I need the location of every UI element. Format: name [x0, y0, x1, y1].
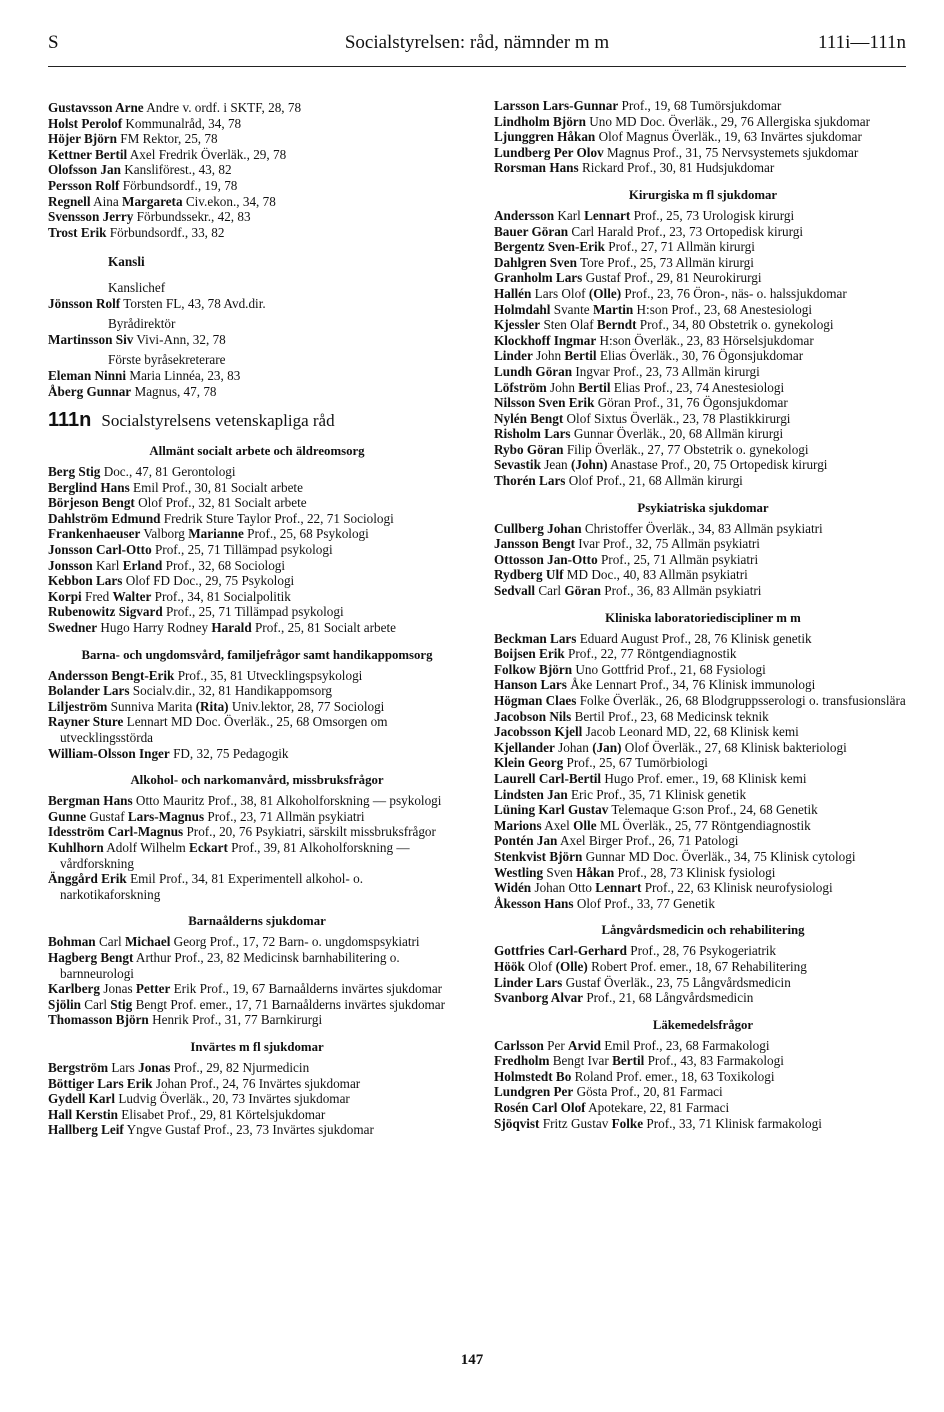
group-heading: Barnaålderns sjukdomar — [188, 914, 326, 929]
list-item: Bergström Lars Jonas Prof., 29, 82 Njurmedicin — [48, 1059, 310, 1075]
section-title: Socialstyrelsens vetenskapliga råd — [101, 411, 335, 431]
list-item: Höök Olof (Olle) Robert Prof. emer., 18, 67 Rehabilitering — [494, 958, 807, 974]
list-item: Liljeström Sunniva Marita (Rita) Univ.lektor, 28, 77 Sociologi — [48, 698, 385, 714]
header-range: 111i—111n — [818, 32, 906, 53]
list-item: Kjessler Sten Olaf Berndt Prof., 34, 80 Obstetrik o. gynekologi — [494, 317, 834, 333]
right-column — [494, 98, 912, 1131]
list-item: Widén Johan Otto Lennart Prof., 22, 63 Klinisk neurofysiologi — [494, 880, 833, 896]
list-item: Gottfries Carl-Gerhard Prof., 28, 76 Psykogeriatrik — [494, 943, 777, 959]
list-item: Trost Erik Förbundsordf., 33, 82 — [48, 224, 225, 240]
list-item: Berglind Hans Emil Prof., 30, 81 Socialt arbete — [48, 479, 303, 495]
list-item: Bergman Hans Otto Mauritz Prof., 38, 81 Alkoholforskning — psykologi — [48, 793, 442, 809]
list-item: Böttiger Lars Erik Johan Prof., 24, 76 Invärtes sjukdomar — [48, 1075, 361, 1091]
list-item: Rydberg Ulf MD Doc., 40, 83 Allmän psykiatri — [494, 567, 748, 583]
list-item: Holst Perolof Kommunalråd, 34, 78 — [48, 115, 242, 131]
list-item: Åberg Gunnar Magnus, 47, 78 — [48, 383, 217, 399]
group-heading: Allmänt socialt arbete och äldreomsorg — [149, 444, 365, 459]
section-heading — [48, 409, 466, 432]
list-item: Hagberg Bengt Arthur Prof., 23, 82 Medicinsk barnhabilitering o. barnneurologi — [48, 949, 400, 981]
list-item: Martinsson Siv Vivi-Ann, 32, 78 — [48, 331, 226, 347]
list-item: Laurell Carl-Bertil Hugo Prof. emer., 19, 68 Klinisk kemi — [494, 770, 807, 786]
role-title: Kanslichef — [108, 279, 166, 295]
list-item: Lundberg Per Olov Magnus Prof., 31, 75 Nervsystemets sjukdomar — [494, 144, 859, 160]
list-item: Dahlström Edmund Fredrik Sture Taylor Prof., 22, 71 Sociologi — [48, 510, 394, 526]
list-item: Lindsten Jan Eric Prof., 35, 71 Klinisk genetik — [494, 786, 747, 802]
list-item: Kebbon Lars Olof FD Doc., 29, 75 Psykologi — [48, 573, 295, 589]
list-item: Kuhlhorn Adolf Wilhelm Eckart Prof., 39, 81 Alkoholforskning — vårdforskning — [48, 839, 410, 871]
list-item: Linder Lars Gustaf Överläk., 23, 75 Långvårdsmedicin — [494, 974, 791, 990]
role-title: Byrådirektör — [108, 316, 176, 332]
list-item: Frankenhaeuser Valborg Marianne Prof., 25, 68 Psykologi — [48, 526, 369, 542]
list-item: Folkow Björn Uno Gottfrid Prof., 21, 68 Fysiologi — [494, 661, 766, 677]
list-item: Sjöqvist Fritz Gustav Folke Prof., 33, 71 Klinisk farmakologi — [494, 1115, 822, 1131]
section-number: 111n — [48, 409, 92, 432]
intro-list — [48, 100, 466, 240]
list-item: Jönsson Rolf Torsten FL, 43, 78 Avd.dir. — [48, 295, 266, 311]
list-item: Klein Georg Prof., 25, 67 Tumörbiologi — [494, 755, 708, 771]
left-column — [48, 100, 466, 1138]
list-item: Larsson Lars-Gunnar Prof., 19, 68 Tumörsjukdomar — [494, 98, 782, 113]
list-item: Andersson Bengt-Erik Prof., 35, 81 Utvecklingspsykologi — [48, 667, 363, 683]
list-item: Korpi Fred Walter Prof., 34, 81 Socialpolitik — [48, 588, 291, 604]
group-heading: Långvårdsmedicin och rehabilitering — [601, 923, 805, 938]
list-item: Pontén Jan Axel Birger Prof., 26, 71 Patologi — [494, 833, 739, 849]
list-item: Carlsson Per Arvid Emil Prof., 23, 68 Farmakologi — [494, 1037, 770, 1053]
list-item: Hallberg Leif Yngve Gustaf Prof., 23, 73 Invärtes sjukdomar — [48, 1122, 374, 1138]
list-item: William-Olsson Inger FD, 32, 75 Pedagogik — [48, 745, 289, 761]
list-item: Sedvall Carl Göran Prof., 36, 83 Allmän psykiatri — [494, 583, 762, 599]
list-item: Granholm Lars Gustaf Prof., 29, 81 Neurokirurgi — [494, 270, 762, 286]
list-item: Sevastik Jean (John) Anastase Prof., 20, 75 Ortopedisk kirurgi — [494, 457, 828, 473]
list-item: Thorén Lars Olof Prof., 21, 68 Allmän kirurgi — [494, 473, 743, 489]
list-item: Lüning Karl Gustav Telemaque G:son Prof., 24, 68 Genetik — [494, 802, 818, 818]
list-item: Klockhoff Ingmar H:son Överläk., 23, 83 Hörselsjukdomar — [494, 332, 814, 348]
list-item: Lindholm Björn Uno MD Doc. Överläk., 29, 76 Allergiska sjukdomar — [494, 113, 870, 129]
page-header — [48, 30, 906, 60]
list-item: Cullberg Johan Christoffer Överläk., 34, 83 Allmän psykiatri — [494, 520, 823, 536]
list-item: Svensson Jerry Förbundssekr., 42, 83 — [48, 209, 251, 225]
list-item: Höjer Björn FM Rektor, 25, 78 — [48, 131, 218, 147]
list-item: Ottosson Jan-Otto Prof., 25, 71 Allmän psykiatri — [494, 551, 759, 567]
list-item: Lundgren Per Gösta Prof., 20, 81 Farmaci — [494, 1084, 723, 1100]
list-item: Andersson Karl Lennart Prof., 25, 73 Urologisk kirurgi — [494, 207, 795, 223]
right-top-list — [494, 98, 912, 176]
list-item: Swedner Hugo Harry Rodney Harald Prof., 25, 81 Socialt arbete — [48, 620, 396, 636]
header-title: Socialstyrelsen: råd, nämnder m m — [344, 32, 610, 53]
list-item: Rayner Sture Lennart MD Doc. Överläk., 25, 68 Omsorgen om utvecklingsstörda — [48, 714, 388, 745]
list-item: Karlberg Jonas Petter Erik Prof., 19, 67 Barnaålderns invärtes sjukdomar — [48, 981, 443, 997]
list-item: Gustavsson Arne Andre v. ordf. i SKTF, 28, 78 — [48, 100, 302, 115]
list-item: Börjeson Bengt Olof Prof., 32, 81 Socialt arbete — [48, 495, 307, 511]
list-item: Bohman Carl Michael Georg Prof., 17, 72 Barn- o. ungdomspsykiatri — [48, 934, 420, 950]
list-item: Hallén Lars Olof (Olle) Prof., 23, 76 Öron-, näs- o. halssjukdomar — [494, 285, 847, 301]
list-item: Kjellander Johan (Jan) Olof Överläk., 27, 68 Klinisk bakteriologi — [494, 739, 847, 755]
list-item: Nylén Bengt Olof Sixtus Överläk., 23, 78 Plastikkirurgi — [494, 410, 791, 426]
group-heading: Kliniska laboratoriediscipliner m m — [605, 610, 801, 625]
list-item: Kettner Bertil Axel Fredrik Överläk., 29, 78 — [48, 146, 287, 162]
list-item: Bauer Göran Carl Harald Prof., 23, 73 Ortopedisk kirurgi — [494, 223, 804, 239]
list-item: Änggård Erik Emil Prof., 34, 81 Experimentell alkohol- o. narkotikaforskning — [48, 871, 364, 902]
role-title: Förste byråsekreterare — [108, 352, 226, 368]
list-item: Jansson Bengt Ivar Prof., 32, 75 Allmän psykiatri — [494, 536, 760, 552]
header-section-letter: S — [48, 32, 59, 53]
list-item: Åkesson Hans Olof Prof., 33, 77 Genetik — [494, 895, 715, 911]
list-item: Marions Axel Olle ML Överläk., 25, 77 Röntgendiagnostik — [494, 817, 811, 833]
group-heading: Barna- och ungdomsvård, familjefrågor samt handikappomsorg — [81, 647, 433, 662]
list-item: Linder John Bertil Elias Överläk., 30, 76 Ögonsjukdomar — [494, 348, 804, 364]
list-item: Sjölin Carl Stig Bengt Prof. emer., 17, 71 Barnaålderns invärtes sjukdomar — [48, 996, 446, 1012]
list-item: Berg Stig Doc., 47, 81 Gerontologi — [48, 464, 236, 480]
list-item: Risholm Lars Gunnar Överläk., 20, 68 Allmän kirurgi — [494, 426, 784, 442]
list-item: Beckman Lars Eduard August Prof., 28, 76 Klinisk genetik — [494, 630, 812, 646]
list-item: Rybo Göran Filip Överläk., 27, 77 Obstetrik o. gynekologi — [494, 441, 809, 457]
list-item: Fredholm Bengt Ivar Bertil Prof., 43, 83 Farmakologi — [494, 1053, 784, 1069]
group-heading: Invärtes m fl sjukdomar — [190, 1039, 324, 1054]
list-item: Bolander Lars Socialv.dir., 32, 81 Handikappomsorg — [48, 683, 333, 699]
list-item: Olofsson Jan Kansliförest., 43, 82 — [48, 162, 232, 178]
list-item: Jacobson Nils Bertil Prof., 23, 68 Medicinsk teknik — [494, 708, 769, 724]
list-item: Rorsman Hans Rickard Prof., 30, 81 Hudsjukdomar — [494, 160, 775, 176]
list-item: Gunne Gustaf Lars-Magnus Prof., 23, 71 Allmän psykiatri — [48, 808, 365, 824]
list-item: Rosén Carl Olof Apotekare, 22, 81 Farmaci — [494, 1100, 730, 1116]
list-item: Holmstedt Bo Roland Prof. emer., 18, 63 Toxikologi — [494, 1068, 775, 1084]
list-item: Holmdahl Svante Martin H:son Prof., 23, 68 Anestesiologi — [494, 301, 812, 317]
list-item: Lundh Göran Ingvar Prof., 23, 73 Allmän kirurgi — [494, 363, 760, 379]
list-item: Hall Kerstin Elisabet Prof., 29, 81 Körtelsjukdomar — [48, 1106, 326, 1122]
list-item: Persson Rolf Förbundsordf., 19, 78 — [48, 177, 238, 193]
page-number: 147 — [460, 1352, 484, 1368]
list-item: Idesström Carl-Magnus Prof., 20, 76 Psykiatri, särskilt missbruksfrågor — [48, 824, 436, 840]
header-rule — [48, 66, 906, 67]
list-item: Rubenowitz Sigvard Prof., 25, 71 Tillämpad psykologi — [48, 604, 344, 620]
list-item: Westling Sven Håkan Prof., 28, 73 Klinisk fysiologi — [494, 864, 776, 880]
kansli-heading: Kansli — [108, 254, 145, 270]
list-item: Ljunggren Håkan Olof Magnus Överläk., 19, 63 Invärtes sjukdomar — [494, 129, 862, 145]
list-item: Bergentz Sven-Erik Prof., 27, 71 Allmän kirurgi — [494, 239, 755, 255]
group-heading: Kirurgiska m fl sjukdomar — [628, 187, 778, 202]
list-item: Nilsson Sven Erik Göran Prof., 31, 76 Ögonsjukdomar — [494, 395, 788, 411]
list-item: Dahlgren Sven Tore Prof., 25, 73 Allmän kirurgi — [494, 254, 754, 270]
list-item: Löfström John Bertil Elias Prof., 23, 74 Anestesiologi — [494, 379, 785, 395]
list-item: Jacobsson Kjell Jacob Leonard MD, 22, 68 Klinisk kemi — [494, 724, 799, 740]
list-item: Gydell Karl Ludvig Överläk., 20, 73 Invärtes sjukdomar — [48, 1091, 350, 1107]
group-heading: Psykiatriska sjukdomar — [637, 500, 769, 515]
list-item: Svanborg Alvar Prof., 21, 68 Långvårdsmedicin — [494, 990, 754, 1006]
left-groups — [48, 444, 466, 1138]
right-groups — [494, 188, 912, 1131]
list-item: Högman Claes Folke Överläk., 26, 68 Blodgruppsserologi o. transfusionslära — [494, 693, 906, 708]
list-item: Stenkvist Björn Gunnar MD Doc. Överläk., 34, 75 Klinisk cytologi — [494, 848, 856, 864]
list-item: Hanson Lars Åke Lennart Prof., 34, 76 Klinisk immunologi — [494, 677, 816, 693]
group-heading: Läkemedelsfrågor — [652, 1017, 754, 1032]
list-item: Jonsson Carl-Otto Prof., 25, 71 Tillämpad psykologi — [48, 542, 333, 558]
list-item: Eleman Ninni Maria Linnéa, 23, 83 — [48, 367, 241, 383]
list-item: Thomasson Björn Henrik Prof., 31, 77 Barnkirurgi — [48, 1012, 323, 1028]
group-heading: Alkohol- och narkomanvård, missbruksfrågor — [130, 773, 384, 788]
list-item: Boijsen Erik Prof., 22, 77 Röntgendiagnostik — [494, 646, 737, 662]
list-item: Regnell Aina Margareta Civ.ekon., 34, 78 — [48, 193, 276, 209]
list-item: Jonsson Karl Erland Prof., 32, 68 Sociologi — [48, 557, 286, 573]
